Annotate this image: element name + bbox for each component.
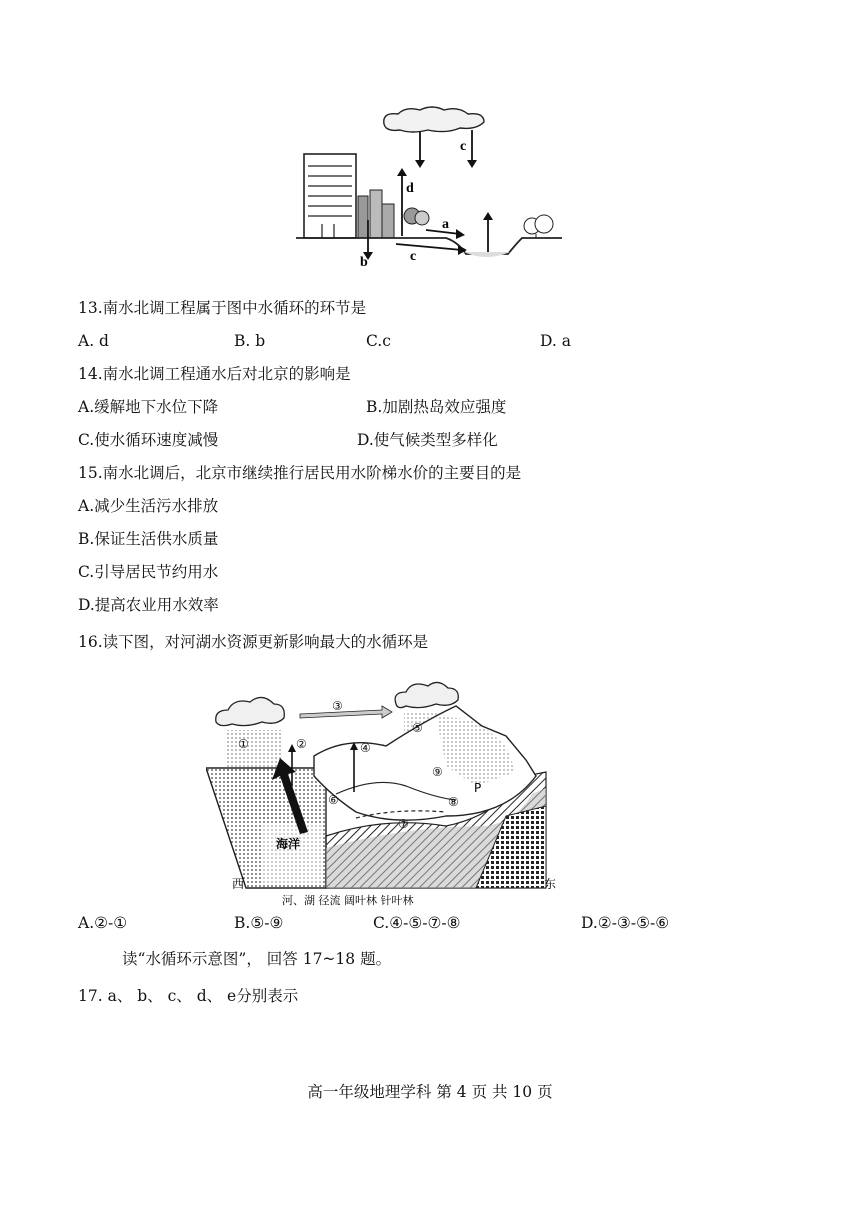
label-c-cloud: c — [460, 139, 467, 154]
water-cycle-cross-section-figure — [206, 676, 558, 908]
intro-text: 读“水循环示意图”， 回答 17~18 题。 — [122, 950, 392, 968]
q14-option-a: A.缓解地下水位下降 — [78, 398, 219, 416]
q15-option-a: A.减少生活污水排放 — [78, 497, 219, 515]
q16-option-b: B.⑤-⑨ — [234, 914, 284, 932]
legend-text: 河、湖 径流 阔叶林 针叶林 — [282, 894, 414, 907]
circle-label-9: ⑨ — [432, 765, 443, 779]
circle-label-4: ④ — [360, 741, 371, 755]
urban-water-cycle-figure — [296, 104, 566, 270]
label-c-ground: c — [410, 249, 417, 264]
label-d: d — [406, 181, 414, 196]
page-footer: 高一年级地理学科 第 4 页 共 10 页 — [307, 1083, 553, 1101]
q14-option-c: C.使水循环速度减慢 — [78, 431, 219, 449]
label-a: a — [442, 217, 449, 232]
q14-stem: 14.南水北调工程通水后对北京的影响是 — [78, 365, 351, 383]
point-p-label: P — [474, 781, 482, 795]
q13-option-b: B. b — [234, 332, 266, 350]
q13-stem: 13.南水北调工程属于图中水循环的环节是 — [78, 299, 367, 317]
q15-option-b: B.保证生活供水质量 — [78, 530, 219, 548]
q16-option-a: A.②-① — [78, 914, 128, 932]
circle-label-5: ⑤ — [412, 721, 423, 735]
east-label: 东 — [544, 877, 557, 891]
q15-stem: 15.南水北调后，北京市继续推行居民用水阶梯水价的主要目的是 — [78, 464, 522, 482]
circle-label-6: ⑥ — [328, 793, 339, 807]
q15-option-c: C.引导居民节约用水 — [78, 563, 219, 581]
q16-option-d: D.②-③-⑤-⑥ — [581, 914, 670, 932]
q14-option-d: D.使气候类型多样化 — [357, 431, 498, 449]
west-label: 西 — [232, 877, 245, 891]
q13-option-a: A. d — [78, 332, 109, 350]
q15-option-d: D.提高农业用水效率 — [78, 596, 219, 614]
circle-label-8: ⑧ — [448, 795, 459, 809]
label-b: b — [360, 255, 368, 270]
circle-label-7: ⑦ — [398, 817, 409, 831]
q13-option-d: D. a — [540, 332, 571, 350]
q13-option-c: C.c — [366, 332, 391, 350]
circle-label-2: ② — [296, 737, 307, 751]
q17-stem: 17. a、 b、 c、 d、 e分别表示 — [78, 987, 299, 1005]
q16-option-c: C.④-⑤-⑦-⑧ — [373, 914, 461, 932]
ocean-label: 海洋 — [276, 837, 301, 851]
q14-option-b: B.加剧热岛效应强度 — [366, 398, 507, 416]
q16-stem: 16.读下图，对河湖水资源更新影响最大的水循环是 — [78, 633, 429, 651]
circle-label-3: ③ — [332, 699, 343, 713]
circle-label-1: ① — [238, 737, 249, 751]
